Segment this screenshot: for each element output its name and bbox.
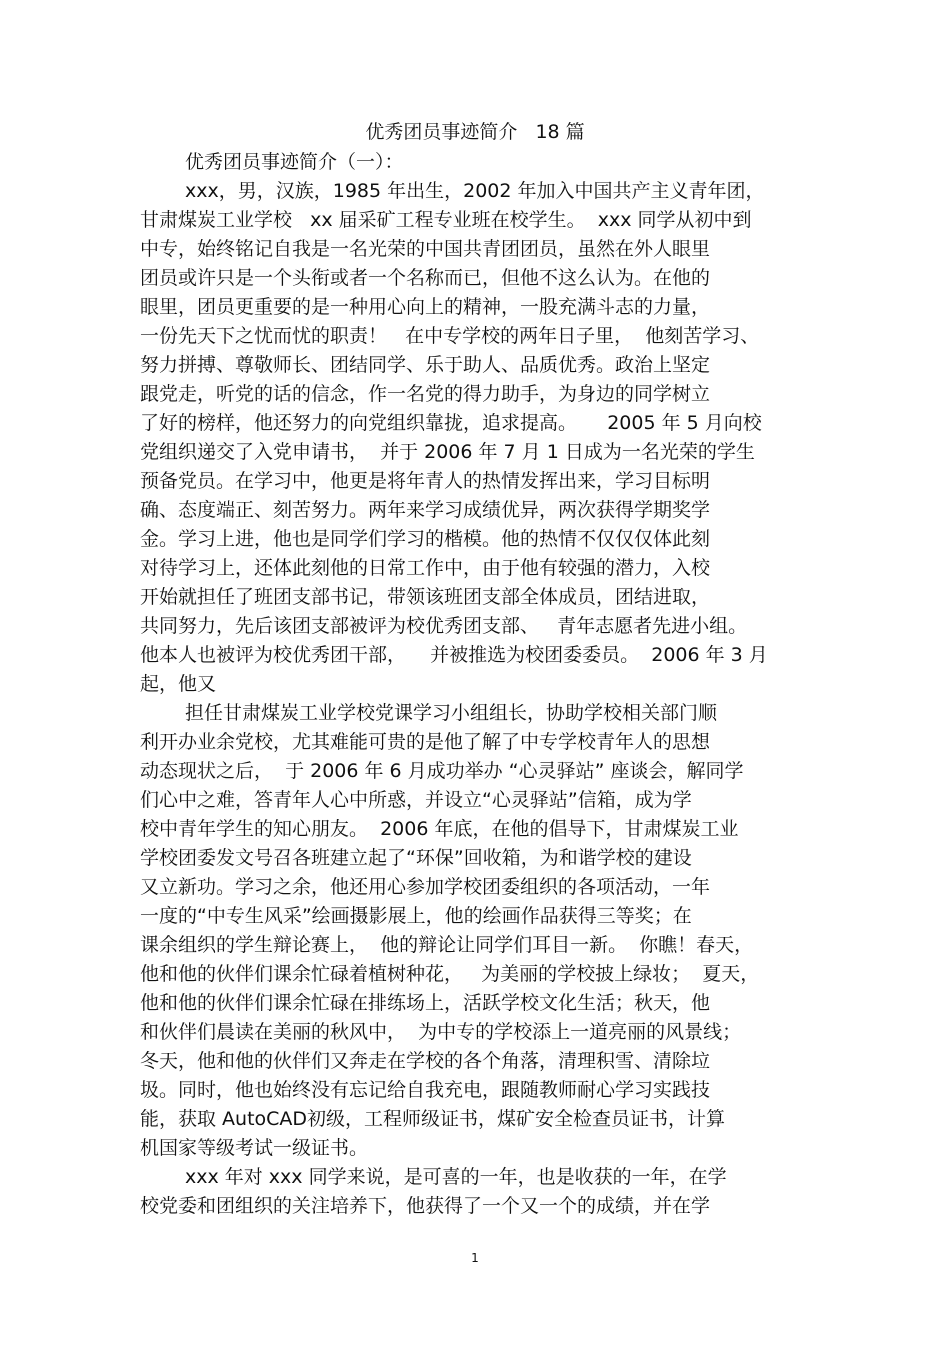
text-line: 他和他的伙伴们课余忙碌着植树种花， 为美丽的学校披上绿妆； 夏天， <box>140 963 760 985</box>
text-line: 对待学习上，还体此刻他的日常工作中，由于他有较强的潜力，入校 <box>140 557 711 579</box>
text-line: 中专，始终铭记自我是一名光荣的中国共青团团员，虽然在外人眼里 <box>140 238 711 260</box>
text-line: 跟党走，听党的话的信念，作一名党的得力助手，为身边的同学树立 <box>140 383 711 405</box>
text-line: 他本人也被评为校优秀团干部， 并被推选为校团委委员。 2006 年 3 月 <box>140 644 768 666</box>
text-line: 努力拼搏、尊敬师长、团结同学、乐于助人、品质优秀。政治上坚定 <box>140 354 711 376</box>
text-line: 能，获取 AutoCAD初级，工程师级证书，煤矿安全检查员证书，计算 <box>140 1108 726 1130</box>
text-line: 课余组织的学生辩论赛上， 他的辩论让同学们耳目一新。 你瞧！春天， <box>140 934 754 956</box>
text-line: 又立新功。学习之余，他还用心参加学校团委组织的各项活动，一年 <box>140 876 711 898</box>
text-line: 一度的“中专生风采”绘画摄影展上，他的绘画作品获得三等奖；在 <box>140 905 692 927</box>
section-heading: 优秀团员事迹简介（一）： <box>185 151 404 173</box>
text-line: 了好的榜样，他还努力的向党组织靠拢，追求提高。 2005 年 5 月向校 <box>140 412 762 434</box>
text-line: 他和他的伙伴们课余忙碌在排练场上，活跃学校文化生活；秋天，他 <box>140 992 711 1014</box>
text-line: 校党委和团组织的关注培养下，他获得了一个又一个的成绩，并在学 <box>140 1195 711 1217</box>
text-line: 学校团委发文号召各班建立起了“环保”回收箱，为和谐学校的建设 <box>140 847 692 869</box>
text-line: 眼里，团员更重要的是一种用心向上的精神，一股充满斗志的力量， <box>140 296 711 318</box>
text-line: 起，他又 <box>140 673 217 695</box>
text-line: 担任甘肃煤炭工业学校党课学习小组组长，协助学校相关部门顺 <box>185 702 718 724</box>
text-line: 党组织递交了入党申请书， 并于 2006 年 7 月 1 日成为一名光荣的学生 <box>140 441 755 463</box>
text-line: xxx 年对 xxx 同学来说，是可喜的一年，也是收获的一年，在学 <box>185 1166 727 1188</box>
text-line: 甘肃煤炭工业学校 xx 届采矿工程专业班在校学生。 xxx 同学从初中到 <box>140 209 752 231</box>
text-line: 校中青年学生的知心朋友。 2006 年底，在他的倡导下，甘肃煤炭工业 <box>140 818 739 840</box>
text-line: 共同努力，先后该团支部被评为校优秀团支部、 青年志愿者先进小组。 <box>140 615 748 637</box>
text-line: 动态现状之后， 于 2006 年 6 月成功举办 “心灵驿站” 座谈会，解同学 <box>140 760 744 782</box>
text-line: 圾。同时，他也始终没有忘记给自我充电，跟随教师耐心学习实践技 <box>140 1079 711 1101</box>
text-line: 利开办业余党校，尤其难能可贵的是他了解了中专学校青年人的思想 <box>140 731 711 753</box>
text-line: 开始就担任了班团支部书记，带领该班团支部全体成员，团结进取， <box>140 586 711 608</box>
document-title: 优秀团员事迹简介 18 篇 <box>365 121 585 143</box>
document-body <box>140 148 840 1221</box>
text-line: 和伙伴们晨读在美丽的秋风中， 为中专的学校添上一道亮丽的风景线； <box>140 1021 742 1043</box>
text-line: 金。学习上进，他也是同学们学习的楷模。他的热情不仅仅仅体此刻 <box>140 528 711 550</box>
text-line: xxx，男，汉族，1985 年出生，2002 年加入中国共产主义青年团， <box>185 180 765 202</box>
text-line: 一份先天下之忧而忧的职责！ 在中专学校的两年日子里， 他刻苦学习、 <box>140 325 760 347</box>
text-line: 团员或许只是一个头衔或者一个名称而已，但他不这么认为。在他的 <box>140 267 711 289</box>
text-line: 机国家等级考试一级证书。 <box>140 1137 369 1159</box>
text-line: 确、态度端正、刻苦努力。两年来学习成绩优异，两次获得学期奖学 <box>140 499 711 521</box>
text-line: 预备党员。在学习中，他更是将年青人的热情发挥出来，学习目标明 <box>140 470 711 492</box>
text-line: 冬天，他和他的伙伴们又奔走在学校的各个角落，清理积雪、清除垃 <box>140 1050 711 1072</box>
text-line: 们心中之难，答青年人心中所惑，并设立“心灵驿站”信箱，成为学 <box>140 789 692 811</box>
page-number: 1 <box>471 1251 479 1265</box>
